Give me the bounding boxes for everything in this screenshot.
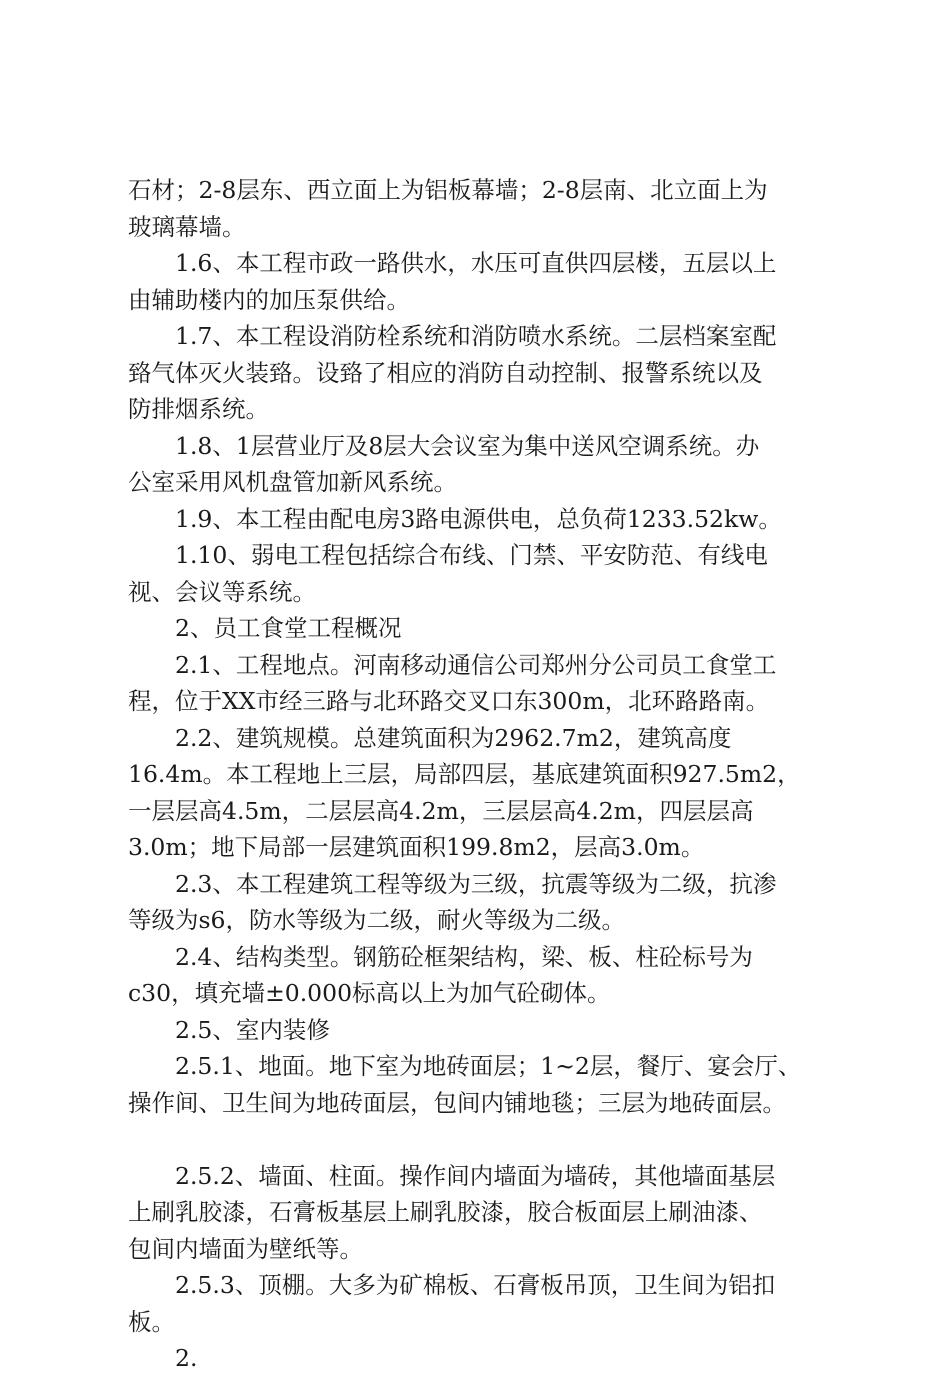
text-line: 由辅助楼内的加压泵供给。 [128,285,410,314]
paragraph-2-3: 2.3、本工程建筑工程等级为三级，抗震等级为二级，抗渗 [175,869,777,898]
text-line: 3.0m；地下局部一层建筑面积199.8m2，层高3.0m。 [128,833,705,861]
text-line: 板。 [128,1307,175,1336]
paragraph-fragment: 2. [175,1344,198,1372]
text-line: 上刷乳胶漆，石膏板基层上刷乳胶漆，胶合板面层上刷油漆、 [128,1198,763,1226]
text-line: c30，填充墙±0.000标高以上为加气砼砌体。 [128,979,611,1007]
blank-line [128,1121,828,1158]
paragraph-1-10: 1.10、弱电工程包括综合布线、门禁、平安防范、有线电 [175,541,768,569]
paragraph-2-1: 2.1、工程地点。河南移动通信公司郑州分公司员工食堂工 [175,650,777,679]
paragraph-2-5-2: 2.5.2、墙面、柱面。操作间内墙面为墙砖，其他墙面基层 [175,1161,776,1190]
text-line: 臵气体灭火装臵。设臵了相应的消防自动控制、报警系统以及 [128,358,763,387]
section-heading-2-5: 2.5、室内装修 [175,1015,330,1044]
section-heading-2: 2、员工食堂工程概况 [175,614,402,642]
text-line: 视、会议等系统。 [128,577,316,606]
paragraph-2-5-3: 2.5.3、顶棚。大多为矿棉板、石膏板吊顶，卫生间为铝扣 [175,1271,776,1299]
paragraph-1-6: 1.6、本工程市政一路供水，水压可直供四层楼，五层以上 [175,249,777,277]
paragraph-2-4: 2.4、结构类型。钢筋砼框架结构，梁、板、柱砼标号为 [175,942,753,971]
text-line: 公室采用风机盘管加新风系统。 [128,468,457,496]
text-line: 防排烟系统。 [128,395,269,423]
text-line: 程，位于XX市经三路与北环路交叉口东300m，北环路路南。 [128,687,770,715]
paragraph-2-5-1: 2.5.1、地面。地下室为地砖面层；1~2层，餐厅、宴会厅、 [175,1052,802,1080]
text-line: 玻璃幕墙。 [128,212,246,241]
document-body [128,172,828,1377]
text-line: 石材；2-8层东、西立面上为铝板幕墙；2-8层南、北立面上为 [128,176,768,204]
text-line: 操作间、卫生间为地砖面层，包间内铺地毯；三层为地砖面层。 [128,1088,786,1117]
text-line: 一层层高4.5m，二层层高4.2m，三层层高4.2m，四层层高 [128,796,754,825]
paragraph-1-9: 1.9、本工程由配电房3路电源供电，总负荷1233.52kw。 [175,504,782,533]
paragraph-1-7: 1.7、本工程设消防栓系统和消防喷水系统。二层档案室配 [175,322,777,350]
paragraph-2-2: 2.2、建筑规模。总建筑面积为2962.7m2，建筑高度 [175,723,732,752]
paragraph-1-8: 1.8、1层营业厅及8层大会议室为集中送风空调系统。办 [175,431,760,460]
text-line: 包间内墙面为壁纸等。 [128,1234,363,1263]
text-line: 16.4m。本工程地上三层，局部四层，基底建筑面积927.5m2， [128,760,801,788]
text-line: 等级为s6，防水等级为二级，耐火等级为二级。 [128,906,626,934]
